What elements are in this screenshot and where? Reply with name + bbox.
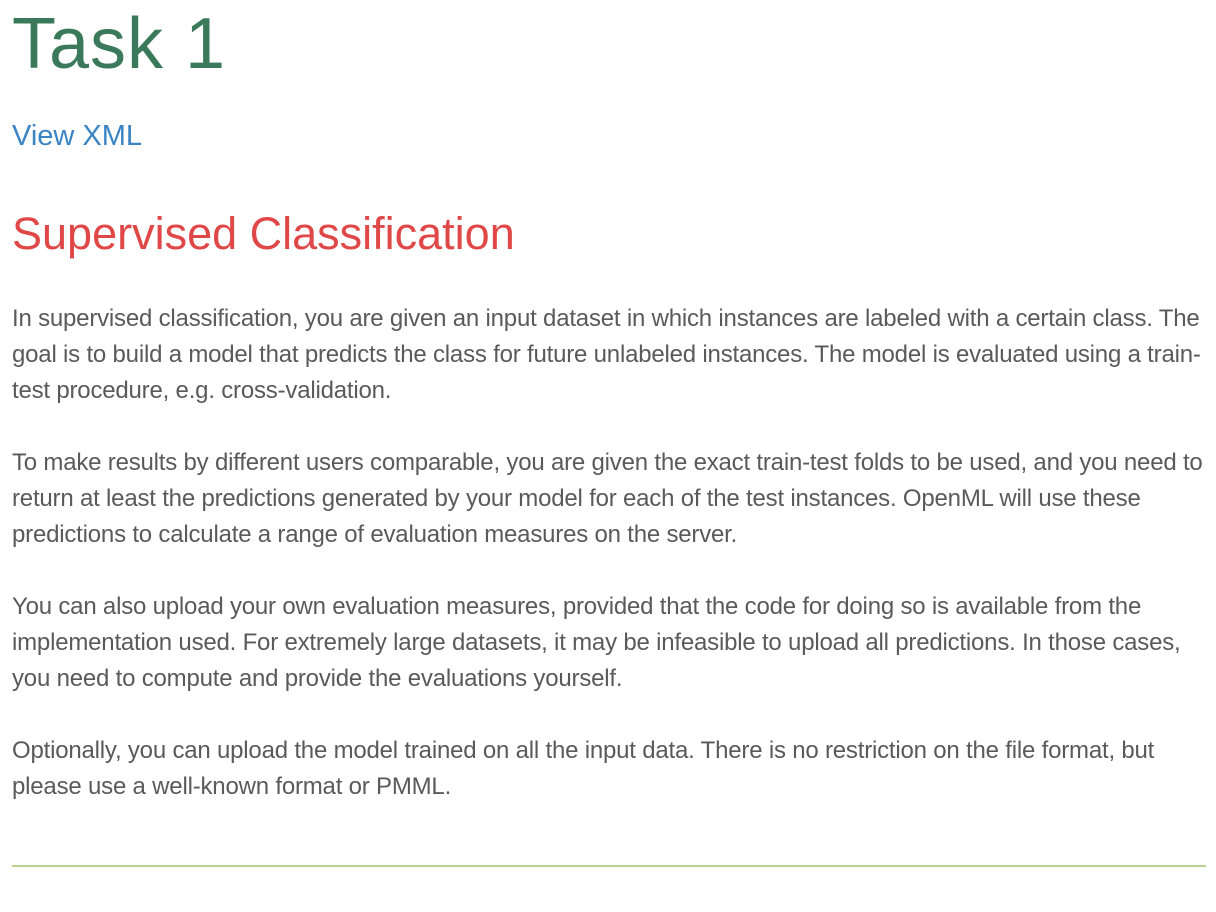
description-paragraph: You can also upload your own evaluation measures, provided that the code for doing so is available from the implementation used. For extremely large datasets, it may be infeasible to upload all predictions. In those cases, you need to compute and provide the evaluations yourself. — [12, 593, 1181, 692]
description-paragraph: In supervised classification, you are given an input dataset in which instances are labeled with a certain class. The goal is to build a model that predicts the class for future unlabeled instances. The model is evaluated using a train-test procedure, e.g. cross-validation. — [12, 305, 1201, 404]
section-divider — [12, 865, 1206, 867]
description-paragraph: To make results by different users comparable, you are given the exact train-test folds to be used, and you need to return at least the predictions generated by your model for each of the test instances. OpenML will use these predictions to calculate a range of evaluation measures on the server. — [12, 449, 1203, 548]
description-paragraph: Optionally, you can upload the model trained on all the input data. There is no restriction on the file format, but please use a well-known format or PMML. — [12, 737, 1155, 800]
task-description — [12, 301, 1206, 841]
section-title: Supervised Classification — [12, 208, 515, 259]
view-xml-link[interactable]: View XML — [12, 120, 143, 152]
page-title: Task 1 — [12, 4, 227, 84]
